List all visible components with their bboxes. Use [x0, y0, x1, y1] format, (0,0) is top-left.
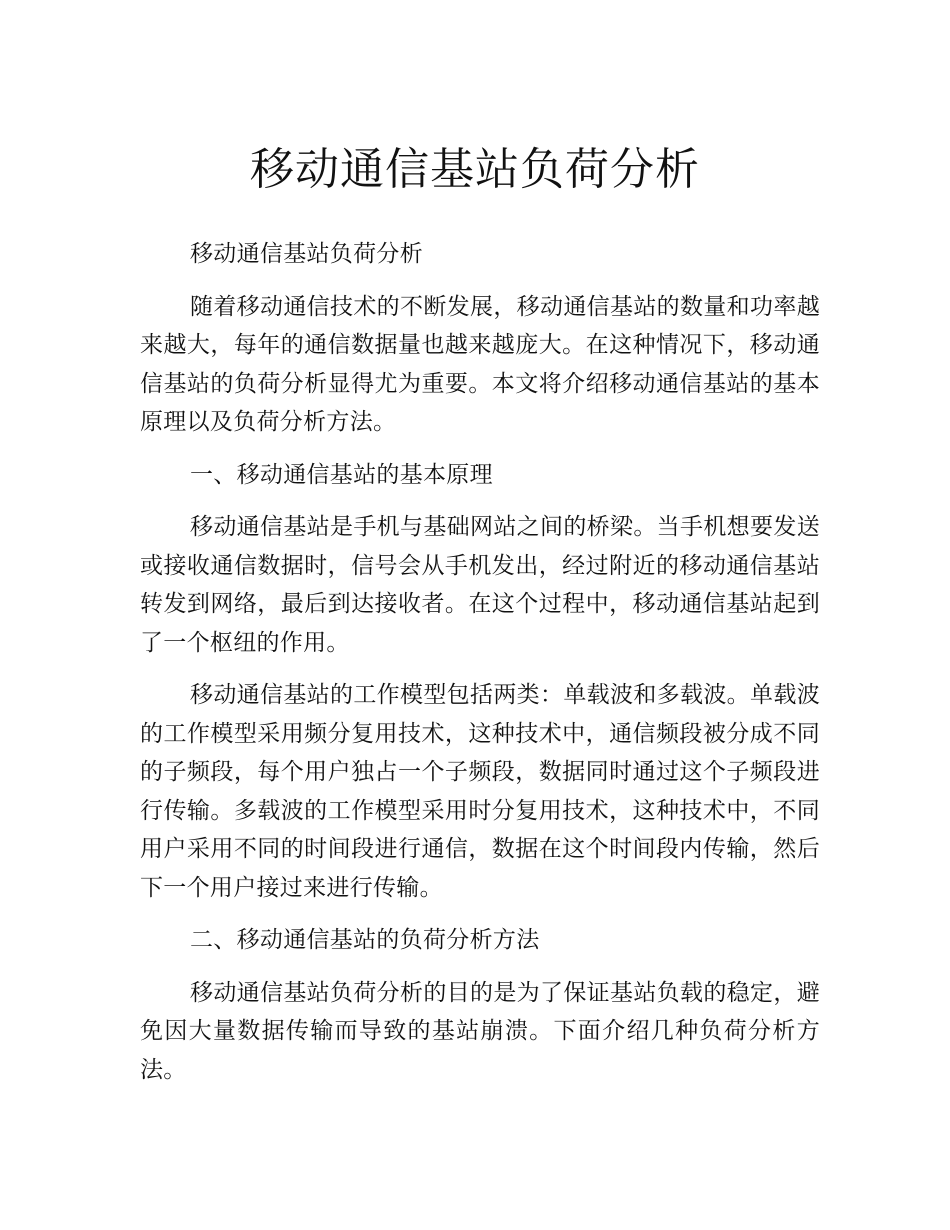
- intro-paragraph: 随着移动通信技术的不断发展，移动通信基站的数量和功率越来越大，每年的通信数据量也越来越庞大。在这种情况下，移动通信基站的负荷分析显得尤为重要。本文将介绍移动通信基站的基本原理以及负荷分析方法。: [140, 293, 820, 435]
- body-paragraph: 移动通信基站负荷分析的目的是为了保证基站负载的稳定，避免因大量数据传输而导致的基站崩溃。下面介绍几种负荷分析方法。: [140, 979, 820, 1083]
- section-heading: 移动通信基站负荷分析: [190, 241, 423, 267]
- section-heading-1: 一、移动通信基站的基本原理: [190, 461, 493, 488]
- body-paragraph: 移动通信基站的工作模型包括两类：单载波和多载波。单载波的工作模型采用频分复用技术，这种技术中，通信频段被分成不同的子频段，每个用户独占一个子频段，数据同时通过这个子频段进行传输。多载波的工作模型采用时分复用技术，这种技术中，不同用户采用不同的时间段进行通信，数据在这个时间段内传输，然后下一个用户接过来进行传输。: [140, 682, 820, 901]
- document-body: [140, 235, 820, 1103]
- document-title: 移动通信基站负荷分析: [250, 144, 700, 195]
- section-heading-2: 二、移动通信基站的负荷分析方法: [190, 927, 540, 953]
- body-paragraph: 移动通信基站是手机与基础网站之间的桥梁。当手机想要发送或接收通信数据时，信号会从手机发出，经过附近的移动通信基站转发到网络，最后到达接收者。在这个过程中，移动通信基站起到了一个枢纽的作用。: [140, 514, 820, 656]
